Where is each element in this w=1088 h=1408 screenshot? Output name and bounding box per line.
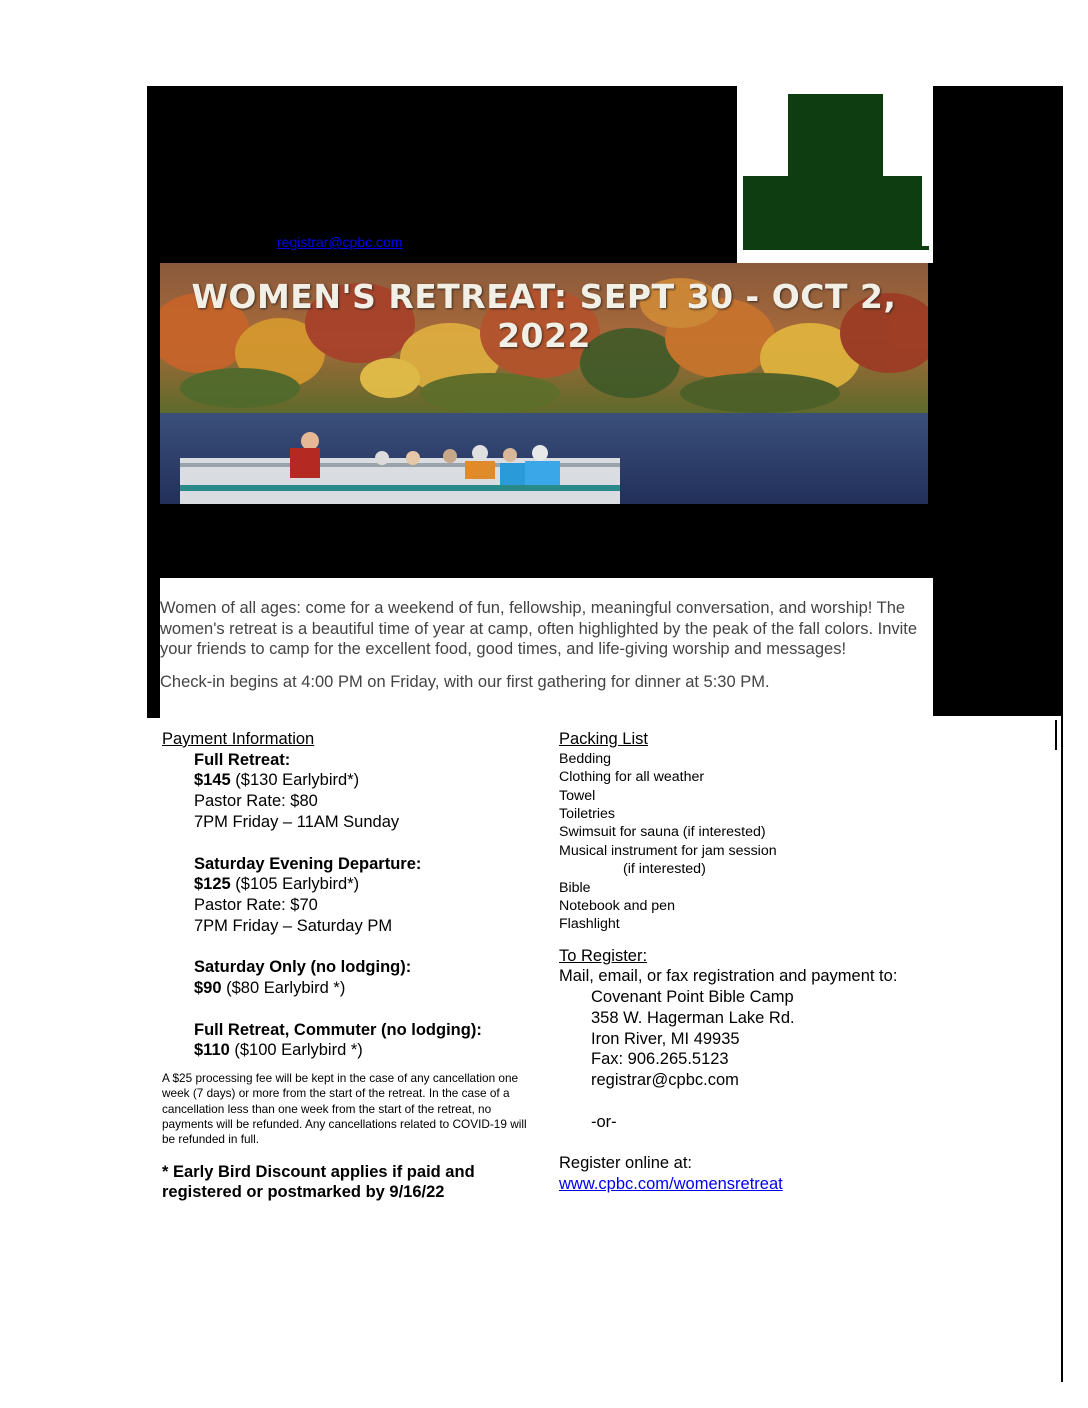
register-email: registrar@cpbc.com <box>591 1070 739 1089</box>
option-pastor-rate: Pastor Rate: $80 <box>194 792 318 811</box>
payment-section <box>162 729 552 1203</box>
option-price-line <box>194 1040 552 1061</box>
option-commuter <box>162 1020 552 1061</box>
header-black-right <box>933 86 1063 263</box>
register-address-line: Iron River, MI 49935 <box>591 1029 740 1048</box>
register-address-line: Covenant Point Bible Camp <box>591 988 794 1007</box>
option-saturday-evening <box>162 854 552 937</box>
packing-item: Swimsuit for sauna (if interested) <box>559 824 766 841</box>
register-fax: Fax: 906.265.5123 <box>591 1050 729 1069</box>
earlybird-note: * Early Bird Discount applies if paid and registered or postmarked by 9/16/22 <box>162 1162 475 1202</box>
option-earlybird: ($105 Earlybird*) <box>230 875 360 894</box>
option-price: $110 <box>194 1041 230 1060</box>
header-black-block <box>147 86 737 263</box>
register-address-line: 358 W. Hagerman Lake Rd. <box>591 1008 795 1027</box>
register-or: -or- <box>591 1112 617 1131</box>
option-earlybird: ($130 Earlybird*) <box>230 771 360 790</box>
packing-register-section <box>559 729 979 1195</box>
frame-right-strip <box>928 263 1063 504</box>
cancellation-policy: A $25 processing fee will be kept in the case of any cancellation one week (7 days) or more from the start of the retreat. In the case of a cancellation less than one week from the start of the retreat, no payments will be refunded. Any cancellations related to COVID-19 will be refunded in full. <box>162 1071 527 1147</box>
border-tick <box>1055 720 1057 750</box>
frame-lower-block <box>147 504 1063 578</box>
option-earlybird: ($80 Earlybird *) <box>221 979 346 998</box>
option-pastor-rate: Pastor Rate: $70 <box>194 895 318 914</box>
packing-item: Musical instrument for jam session <box>559 842 777 859</box>
option-name: Saturday Only (no lodging): <box>194 958 412 977</box>
register-intro: Mail, email, or fax registration and payment to: <box>559 967 898 986</box>
frame-right-lower <box>933 578 1063 716</box>
packing-heading: Packing List <box>559 730 648 748</box>
header-email-link[interactable]: registrar@cpbc.com <box>277 234 403 250</box>
checkin-paragraph: Check-in begins at 4:00 PM on Friday, with our first gathering for dinner at 5:30 PM. <box>160 672 770 691</box>
option-time: 7PM Friday – Saturday PM <box>194 916 393 935</box>
register-heading: To Register: <box>559 946 648 965</box>
packing-item: Bible <box>559 879 591 896</box>
packing-item: Towel <box>559 787 596 804</box>
intro-text <box>160 598 932 692</box>
banner-photo <box>160 263 928 504</box>
packing-item: Clothing for all weather <box>559 769 705 786</box>
option-earlybird: ($100 Earlybird *) <box>229 1041 363 1060</box>
register-online-label: Register online at: <box>559 1154 692 1173</box>
option-price-line <box>194 770 552 791</box>
option-price-line <box>194 978 552 999</box>
option-name: Full Retreat, Commuter (no lodging): <box>194 1020 482 1039</box>
register-block <box>559 946 979 1195</box>
register-online-link[interactable]: www.cpbc.com/womensretreat <box>559 1175 783 1194</box>
packing-item: Flashlight <box>559 916 620 933</box>
camp-logo-icon <box>741 94 929 254</box>
option-full-retreat <box>162 750 552 833</box>
option-price-line <box>194 874 552 895</box>
packing-item: Bedding <box>559 750 612 767</box>
option-time: 7PM Friday – 11AM Sunday <box>194 812 400 831</box>
option-price: $145 <box>194 771 231 790</box>
option-saturday-only <box>162 957 552 998</box>
packing-item: Notebook and pen <box>559 897 675 914</box>
option-name: Saturday Evening Departure: <box>194 854 422 873</box>
option-name: Full Retreat: <box>194 750 291 769</box>
packing-item-note: (if interested) <box>623 861 706 878</box>
option-price: $90 <box>194 979 222 998</box>
payment-heading: Payment Information <box>162 730 315 748</box>
option-price: $125 <box>194 875 231 894</box>
intro-paragraph: Women of all ages: come for a weekend of fun, fellowship, meaningful conversation, and worship! The women's retreat is a beautiful time of year at camp, often highlighted by the peak of the fall colors. Invite your friends to camp for the excellent food, good times, and life-giving worship and messages! <box>160 599 918 658</box>
frame-left-strip <box>147 263 160 718</box>
packing-item: Toiletries <box>559 805 615 822</box>
right-border-line <box>1061 716 1063 1382</box>
banner-title: WOMEN'S RETREAT: SEPT 30 - OCT 2, 2022 <box>191 277 897 355</box>
